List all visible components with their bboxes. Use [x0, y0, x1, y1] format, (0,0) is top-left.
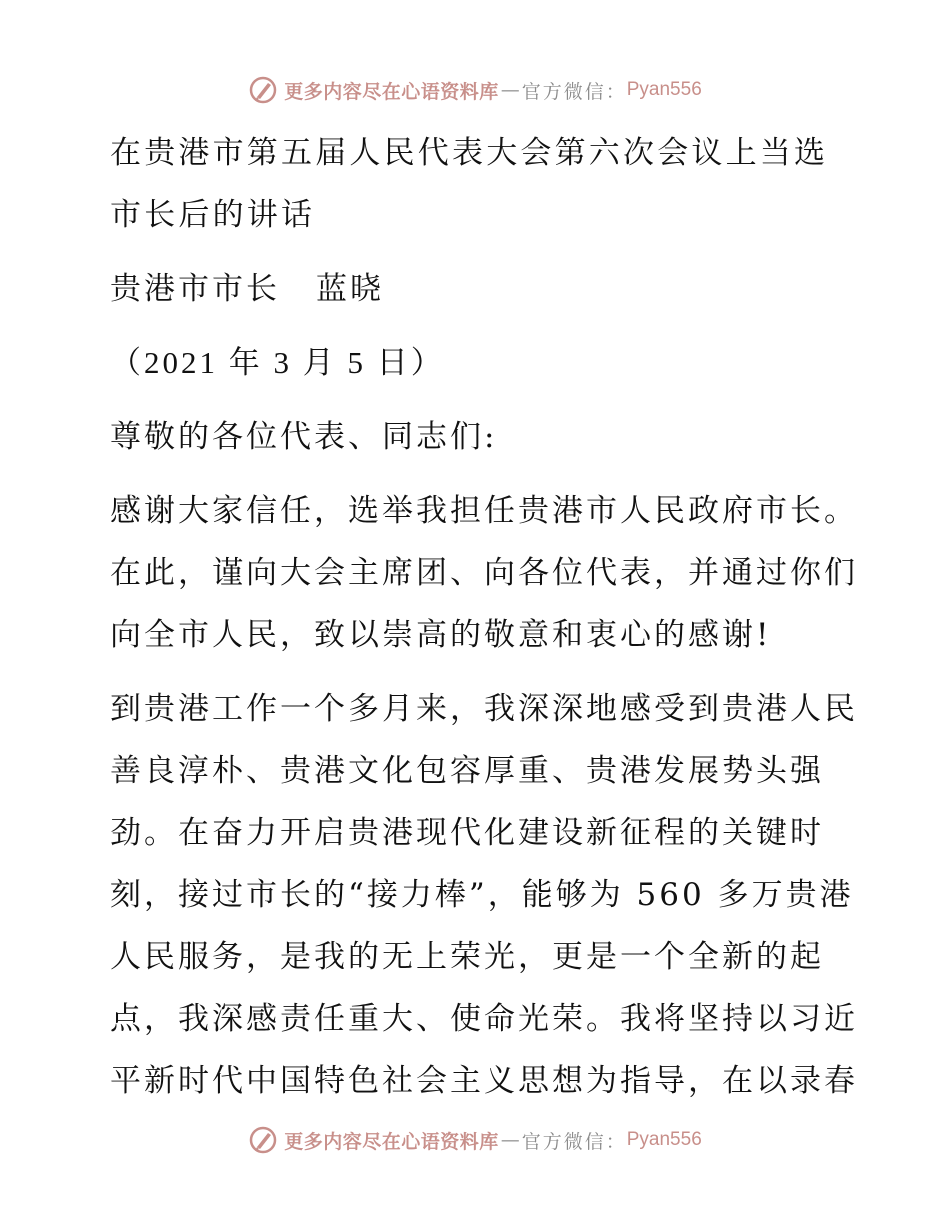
- pen-circle-icon: [248, 1125, 278, 1155]
- paragraph: 到贵港工作一个多月来，我深深地感受到贵港人民善良淳朴、贵港文化包容厚重、贵港发展势头强劲。在奋力开启贵港现代化建设新征程的关键时刻，接过市长的“接力棒”，能够为 560 多万贵港人民服务，是我的无上荣光，更是一个全新的起点，我深感责任重大、使命光荣。我将坚持以习近平新时代中国特色社会主义思想为指导，在以录春: [110, 691, 858, 1099]
- document-title: 在贵港市第五届人民代表大会第六次会议上当选市长后的讲话: [110, 135, 829, 233]
- document-date: （2021 年 3 月 5 日）: [110, 345, 445, 380]
- watermark-wechat-id: Pyan556: [626, 79, 702, 100]
- watermark-separator: —: [500, 79, 520, 101]
- watermark-brand: 更多内容尽在心语资料库: [284, 1130, 499, 1153]
- pen-circle-icon: [248, 75, 278, 105]
- watermark-brand: 更多内容尽在心语资料库: [284, 80, 499, 103]
- document-body: [98, 122, 858, 1124]
- header-watermark: [0, 70, 950, 110]
- watermark-official: 官方微信：: [521, 1130, 627, 1153]
- author-role: 贵港市市长: [110, 271, 280, 307]
- document-author: [98, 258, 858, 320]
- footer-watermark: [0, 1120, 950, 1160]
- watermark-official: 官方微信：: [521, 80, 627, 103]
- watermark-wechat-id: Pyan556: [626, 1129, 702, 1150]
- paragraph: 感谢大家信任，选举我担任贵港市人民政府市长。在此，谨向大会主席团、向各位代表，并通过你们向全市人民，致以崇高的敬意和衷心的感谢!: [110, 493, 858, 653]
- author-name: 蓝晓: [316, 271, 384, 307]
- document-salutation: 尊敬的各位代表、同志们:: [110, 419, 498, 455]
- watermark-separator: —: [500, 1129, 520, 1151]
